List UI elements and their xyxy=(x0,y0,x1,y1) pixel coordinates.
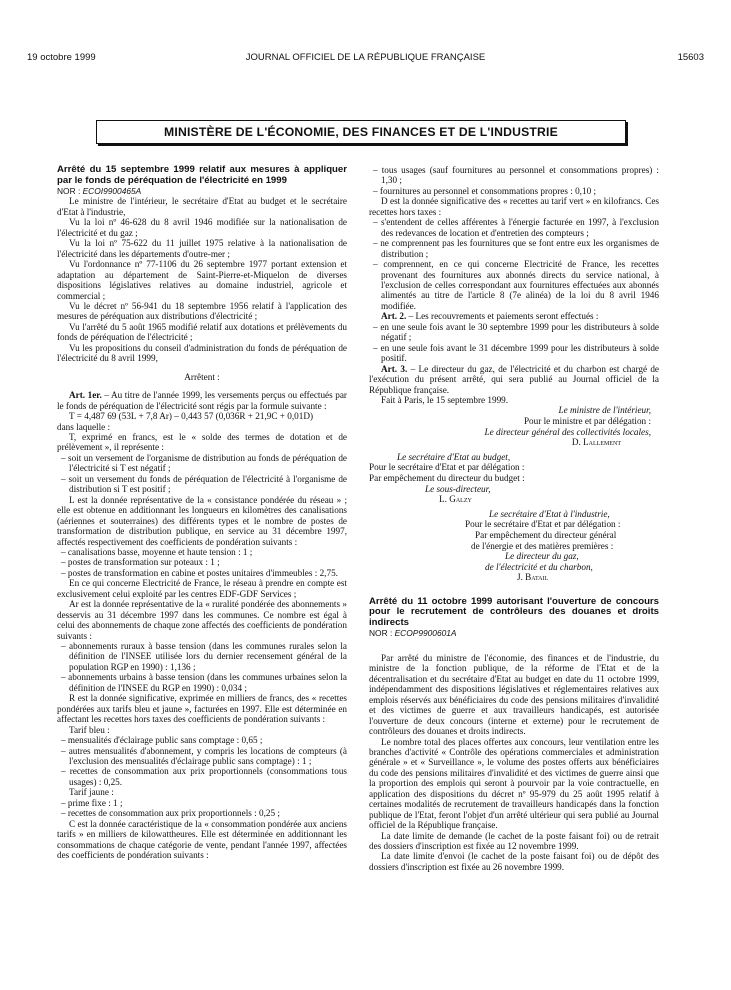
list-item: – recettes de consommation aux prix proportionnels : 0,25 ; xyxy=(61,808,280,819)
arrete2-paragraph: La date limite de demande (le cachet de la poste faisant foi) ou de retrait des dossiers d'inscription est fixée au 12 novembre 1999. xyxy=(369,830,659,852)
list-item: – comprennent, en ce qui concerne Electricité de France, les recettes provenant des fournitures aux abonnés directs du service national, à l'exclusion de celles correspondant aux fournitures effectuées aux abonnés alimentés au titre de l'article 8 (7e alinéa) de la loi du 8 avril 1946 modifiée. xyxy=(373,259,659,311)
list-item: – abonnements urbains à basse tension (dans les communes urbaines selon la définition de l'INSEE du RGP en 1990) : 0,034 ; xyxy=(61,672,347,693)
arrete2-paragraph: Le nombre total des places offertes aux concours, leur ventilation entre les branches d'activité « Contrôle des opérations commerciales et administration générale » et « Surveillance », le volume des postes offerts aux bénéficiaires du code des pensions militaires d'invalidité et des victimes de guerre ainsi que la proportion des emplois qui seront à pourvoir par la voie contractuelle, en application des dispositions du décret nº 95-979 du 25 août 1995 relatif à certaines modalités de recrutement de travailleurs handicapés dans la fonction publique de l'Etat, feront l'objet d'un arrêté ultérieur qui sera publié au Journal officiel de la République française. xyxy=(369,736,659,831)
article-2: Art. 2. – Les recouvrements et paiements seront effectués : xyxy=(381,311,599,322)
visa: Vu l'arrêté du 5 août 1965 modifié relatif aux dotations et prélèvements du fonds de péréquation de l'électricité ; xyxy=(57,321,347,343)
list-item: – soit un versement du fonds de péréquation de l'électricité à l'organisme de distribution si T est positif ; xyxy=(61,473,347,495)
c-definition: C est la donnée caractéristique de la « consommation pondérée aux anciens tarifs » en milliers de kilowattheures. Elle est déterminée en additionnant les consommations de chaque catégorie de vente, pendant l'année 1997, affectées des coefficients de pondération suivants : xyxy=(57,818,347,861)
list-item: – en une seule fois avant le 30 septembre 1999 pour les distributeurs à solde négatif ; xyxy=(373,321,659,343)
t-definition: T, exprimé en francs, est le « solde des termes de dotation et de prélèvement », il représente : xyxy=(57,431,347,453)
signature-block-interieur: Le ministre de l'intérieur, Pour le ministre et par délégation : Le directeur général des collectivités locales, D. Lallement xyxy=(484,405,651,448)
signature-block-budget: Le secrétaire d'Etat au budget, Pour le secrétaire d'Etat et par délégation : Par empêchement du directeur du budget : Le sous-directeur, L. Galzy xyxy=(369,451,525,505)
ar-definition: Ar est la donnée représentative de la « ruralité pondérée des abonnements » desservis au 31 décembre 1997 dans les communes. Ce nombre est égal à celui des abonnements de chaque zone affectés des coefficients de pondération suivants : xyxy=(57,599,347,641)
list-item: – postes de transformation en cabine et postes unitaires d'immeubles : 2,75. xyxy=(61,567,338,578)
arretent: Arrêtent : xyxy=(184,371,220,382)
visa: Vu le décret nº 56-941 du 18 septembre 1956 relatif à l'application des mesures de péréquation aux distributions d'électricité ; xyxy=(57,300,347,322)
r-definition: R est la donnée significative, exprimée en milliers de francs, des « recettes pondérées aux tarifs bleu et jaune », facturées en 1997. Elle est déterminée en affectant les recettes hors taxes des coefficients de pondération suivants : xyxy=(57,693,347,725)
arrete2-title: Arrêté du 11 octobre 1999 autorisant l'ouverture de concours pour le recrutement de contrôleurs des douanes et droits indirects xyxy=(369,595,659,628)
article-3: Art. 3. – Le directeur du gaz, de l'électricité et du charbon est chargé de l'exécution du présent arrêté, qui sera publié au Journal officiel de la République française. xyxy=(369,363,659,395)
list-item: – autres mensualités d'abonnement, y compris les locations de compteurs (à l'exclusion des mensualités d'éclairage public sans comptage) : 1 ; xyxy=(61,745,347,767)
list-item: – abonnements ruraux à basse tension (dans les communes rurales selon la définition de l'INSEE utilisée lors du dernier recensement général de la population RGP en 1990) : 1,136 ; xyxy=(61,641,347,672)
left-column xyxy=(57,165,347,861)
list-item: – postes de transformation sur poteaux : 1 ; xyxy=(61,557,220,568)
list-item: – mensualités d'éclairage public sans comptage : 0,65 ; xyxy=(61,735,263,746)
fait-a-paris: Fait à Paris, le 15 septembre 1999. xyxy=(381,394,509,405)
arrete1-nor: NOR : ECOI9900465A xyxy=(57,186,142,196)
ministry-banner: MINISTÈRE DE L'ÉCONOMIE, DES FINANCES ET DE L'INDUSTRIE xyxy=(96,120,626,144)
edf-paragraph: En ce qui concerne Electricité de France, le réseau à prendre en compte est exclusivement celui exploité par les centres EDF-GDF Services ; xyxy=(57,578,347,599)
signature-block-industrie: Le secrétaire d'Etat à l'industrie, Pour le secrétaire d'Etat et par délégation : Par empêchement du directeur général de l'énergie et des matières premières : Le directeur du gaz, de l'électricité et du charbon, J. Batail xyxy=(465,508,621,583)
l-definition: L est la donnée représentative de la « consistance pondérée du réseau » ; elle est obtenue en additionnant les longueurs en kilomètres des canalisations (aériennes et souterraines) des différents types et le nombre de postes de transformation de distribution publique, en service au 31 décembre 1997, affectés respectivement des coefficients de pondération suivants : xyxy=(57,494,347,547)
arrete1-title: Arrêté du 15 septembre 1999 relatif aux mesures à appliquer par le fonds de péréquation de l'électricité en 1999 xyxy=(57,164,347,186)
list-item: – ne comprennent pas les fournitures que se font entre eux les organismes de distribution ; xyxy=(373,238,659,259)
visa: Vu la loi nº 75-622 du 11 juillet 1975 relative à la nationalisation de l'électricité dans les départements d'outre-mer ; xyxy=(57,238,347,259)
list-item: – canalisations basse, moyenne et haute tension : 1 ; xyxy=(61,546,253,557)
arrete2-nor: NOR : ECOP9900601A xyxy=(369,628,457,639)
visa: Vu la loi nº 46-628 du 8 avril 1946 modifiée sur la nationalisation de l'électricité et du gaz ; xyxy=(57,217,347,238)
visa: Vu les propositions du conseil d'administration du fonds de péréquation de l'électricité du 8 avril 1999, xyxy=(57,342,347,364)
preamble: Le ministre de l'intérieur, le secrétaire d'Etat au budget et le secrétaire d'Etat à l'industrie, xyxy=(57,196,347,217)
d-definition: D est la donnée significative des « recettes au tarif vert » en kilofrancs. Ces recettes hors taxes : xyxy=(369,196,659,217)
list-item: – recettes de consommation aux prix proportionnels (consommations tous usages) : 0,25. xyxy=(61,766,347,787)
header-date: 19 octobre 1999 xyxy=(27,52,96,63)
header-journal: JOURNAL OFFICIEL DE LA RÉPUBLIQUE FRANÇAISE xyxy=(245,52,486,63)
list-item: – soit un versement de l'organisme de distribution au fonds de péréquation de l'électricité si T est négatif ; xyxy=(61,452,347,474)
formula: T = 4,487 69 (53L + 7,8 Ar) – 0,443 57 (0,036R + 21,9C + 0,01D) xyxy=(69,411,314,422)
dans-laquelle: dans laquelle : xyxy=(57,421,111,432)
tarif-jaune: Tarif jaune : xyxy=(69,787,114,798)
header-page-number: 15603 xyxy=(677,52,704,63)
list-item: – tous usages (sauf fournitures au personnel et consommations propres) : 1,30 ; xyxy=(373,165,659,186)
right-column xyxy=(369,165,659,872)
list-item: – s'entendent de celles afférentes à l'énergie facturée en 1997, à l'exclusion des redevances de location et d'entretien des compteurs ; xyxy=(373,217,659,238)
article-1: Art. 1er. – Au titre de l'année 1999, les versements perçus ou effectués par le fonds de péréquation de l'électricité sont régis par la formule suivante : xyxy=(57,390,347,411)
tarif-bleu: Tarif bleu : xyxy=(69,724,110,735)
list-item: – prime fixe : 1 ; xyxy=(61,797,123,808)
visa: Vu l'ordonnance nº 77-1106 du 26 septembre 1977 portant extension et adaptation au département de Saint-Pierre-et-Miquelon de diverses dispositions législatives relatives au domaine industriel, agricole et commercial ; xyxy=(57,259,347,301)
arrete2-paragraph: La date limite d'envoi (le cachet de la poste faisant foi) ou de dépôt des dossiers d'inscription est fixée au 26 novembre 1999. xyxy=(369,851,659,872)
list-item: – en une seule fois avant le 31 décembre 1999 pour les distributeurs à solde positif. xyxy=(373,342,659,364)
arrete2-paragraph: Par arrêté du ministre de l'économie, des finances et de l'industrie, du ministre de la fonction publique, de la réforme de l'Etat et de la décentralisation et du secrétaire d'Etat au budget en date du 11 octobre 1999, indépendamment des dispositions législatives et réglementaires relatives aux emplois réservés aux bénéficiaires du code des pensions militaires d'invalidité et des victimes de guerre et aux travailleurs handicapés, est autorisée l'ouverture de deux concours (interne et externe) pour le recrutement de contrôleurs des douanes et droits indirects. xyxy=(369,652,659,737)
list-item: – fournitures au personnel et consommations propres : 0,10 ; xyxy=(373,185,597,196)
